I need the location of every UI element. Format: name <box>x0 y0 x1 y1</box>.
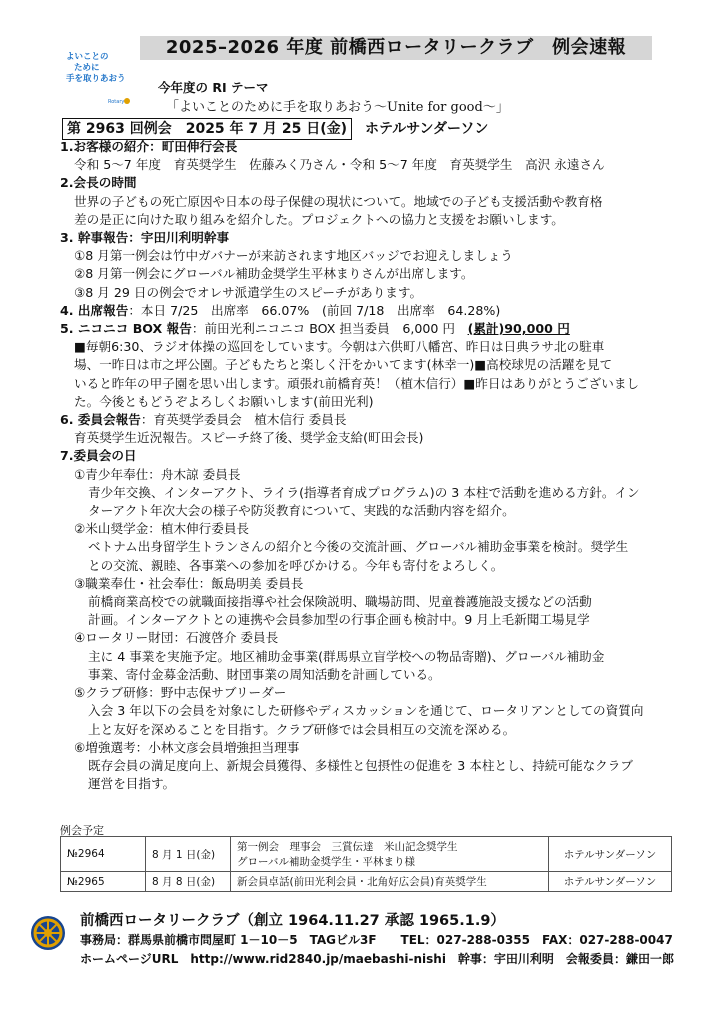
theme-logo-rotary-text: Rotary <box>108 99 125 105</box>
committee-day-item-line: ベトナム出身留学生トランさんの紹介と今後の交流計画、グローバル補助金事業を検討。奨学生 <box>88 539 629 555</box>
meeting-venue: ホテルサンダーソン <box>364 121 489 137</box>
committee-day-item-line: 事業、寄付金募金活動、財団事業の周知活動を計画している。 <box>88 666 441 682</box>
committee-day-item-line: 青少年交換、インターアクト、ライラ(指導者育成プログラム)の 3 本柱で活動を進める方針。イン <box>88 484 640 500</box>
section-committee-detail: 育英奨学生近況報告。スピーチ終了後、奨学金支給(町田会長) <box>74 430 424 446</box>
section-president-title: 2.会長の時間 <box>60 175 137 191</box>
committee-day-item-head: ④ロータリー財団：石渡啓介 委員長 <box>74 630 279 646</box>
section-president-text1: 世界の子どもの死亡原因や日本の母子保健の現状について。地域での子ども支援活動や教育格 <box>74 193 603 209</box>
theme-text: 「よいことのために手を取りあおう～Unite for good～」 <box>166 100 509 115</box>
section-attendance-title: 4. 出席報告 <box>60 302 129 318</box>
schedule-description <box>231 837 549 872</box>
schedule-table <box>60 836 672 892</box>
schedule-venue: ホテルサンダーソン <box>549 837 672 872</box>
secretary-item: ②8 月第一例会にグローバル補助金奨学生平林まりさんが出席します。 <box>74 266 474 282</box>
committee-day-item-head: ⑤クラブ研修：野中志保サブリーダー <box>74 685 287 701</box>
section-niko-text: ：前田光利ニコニコ BOX 担当委員 6,000 円 <box>191 321 468 337</box>
footer-club: 前橋西ロータリークラブ（創立 1964.11.27 承認 1965.1.9） <box>80 913 505 929</box>
committee-day-item-head: ③職業奉仕・社会奉仕：飯島明美 委員長 <box>74 575 304 591</box>
footer-homepage: ホームページURL http://www.rid2840.jp/maebashi-nishi 幹事：宇田川利明 会報委員：鎌田一郎 <box>80 952 674 966</box>
niko-line: いると昨年の甲子園を思い出します。頑張れ前橋育英！（植木信行）■昨日はありがとうございまし <box>74 375 640 391</box>
committee-day-item-line: 計画。インターアクトとの連携や会員参加型の行事企画も検討中。9 月上毛新聞工場見学 <box>88 612 590 628</box>
committee-day-item-head: ①青少年奉仕：舟木諒 委員長 <box>74 466 241 482</box>
section-committee-day-title: 7.委員会の日 <box>60 448 137 464</box>
niko-line: ■毎朝6:30、ラジオ体操の巡回をしています。今朝は六供町八幡宮、昨日は日典ラサ北の駐車 <box>74 339 605 355</box>
theme-logo-line3: 手を取りあおう <box>66 74 126 84</box>
schedule-number: №2964 <box>61 837 146 872</box>
theme-label: 今年度の RI テーマ <box>158 80 269 95</box>
section-committee-text: ：育英奨学委員会 植木信行 委員長 <box>140 412 347 428</box>
footer-office: 事務局：群馬県前橋市問屋町 1－10－5 TAGビル3F TEL：027-288-0355 FAX：027-288-0047 <box>80 933 673 947</box>
section-attendance <box>60 302 670 320</box>
footer <box>80 912 674 969</box>
theme-logo <box>64 52 136 118</box>
committee-day-item-line: 入会 3 年以下の会員を対象にした研修やディスカッションを通じて、ロータリアンとしての資質向 <box>88 703 644 719</box>
table-row <box>61 872 672 892</box>
meeting-info <box>62 118 488 138</box>
newsletter-title: 2025–2026 年度 前橋西ロータリークラブ 例会速報 <box>140 36 652 60</box>
schedule-desc-line: 第一例会 理事会 三賞伝達 米山記念奨学生 <box>237 841 458 853</box>
theme-logo-line2: ために <box>74 63 100 73</box>
schedule-date: 8 月 8 日(金) <box>146 872 231 892</box>
secretary-item: ①8 月第一例会は竹中ガバナーが来訪されます地区バッジでお迎えしましょう <box>74 248 513 264</box>
section-guest-title: 1.お客様の紹介：町田伸行会長 <box>60 139 238 154</box>
schedule-desc-line: 新会員卓話(前田光利会員・北角好広会員)育英奨学生 <box>237 876 487 888</box>
section-committee-title: 6. 委員会報告 <box>60 412 141 428</box>
committee-day-item-head: ②米山奨学金：植木伸行委員長 <box>74 521 250 537</box>
report-content <box>60 138 670 793</box>
section-attendance-text: ：本日 7/25 出席率 66.07% (前回 7/18 出席率 64.28%) <box>128 302 501 318</box>
section-secretary-title: 3. 幹事報告：宇田川利明幹事 <box>60 230 230 246</box>
committee-day-item-line: 既存会員の満足度向上、新規会員獲得、多様性と包摂性の促進を 3 本柱とし、持続可能なクラブ <box>88 757 633 773</box>
committee-day-item-line: ターアクト年次大会の様子や防災教育について、実践的な活動内容を紹介。 <box>88 503 515 519</box>
committee-day-item-line: 主に 4 事業を実施予定。地区補助金事業(群馬県立盲学校への物品寄贈)、グローバル補助金 <box>88 648 605 664</box>
section-niko <box>60 320 670 338</box>
section-committee <box>60 411 670 429</box>
section-niko-title: 5. ニコニコ BOX 報告 <box>60 321 192 337</box>
table-row <box>61 837 672 872</box>
schedule-venue: ホテルサンダーソン <box>549 872 672 892</box>
committee-day-item-line: 上と友好を深めることを目指す。クラブ研修では会員相互の交流を深める。 <box>88 721 516 737</box>
section-niko-total: (累計)90,000 円 <box>467 321 570 337</box>
secretary-item: ③8 月 29 日の例会でオレサ派遣学生のスピーチがあります。 <box>74 284 423 300</box>
schedule-number: №2965 <box>61 872 146 892</box>
schedule-date: 8 月 1 日(金) <box>146 837 231 872</box>
committee-day-item-line: 運営を目指す。 <box>88 776 176 792</box>
committee-day-item-line: 前橋商業高校での就職面接指導や社会保険説明、職場訪問、児童養護施設支援などの活動 <box>88 594 592 610</box>
section-president-text2: 差の是正に向けた取り組みを紹介した。プロジェクトへの協力と支援をお願いします。 <box>74 211 564 227</box>
rotary-wheel-icon <box>28 913 68 953</box>
committee-day-item-head: ⑥増強選考：小林文彦会員増強担当理事 <box>74 739 300 755</box>
schedule-description <box>231 872 549 892</box>
schedule-desc-line: グローバル補助金奨学生・平林まり様 <box>237 856 415 868</box>
section-guest-text: 令和 5～7 年度 育英奨学生 佐藤みく乃さん・令和 5～7 年度 育英奨学生 高沢 永遠さん <box>74 157 605 173</box>
meeting-number-date: 第 2963 回例会 2025 年 7 月 25 日(金) <box>62 118 352 140</box>
small-rotary-wheel-icon <box>124 98 130 104</box>
niko-line: た。今後ともどうぞよろしくお願いします(前田光利) <box>74 393 374 409</box>
schedule-label: 例会予定 <box>60 824 104 837</box>
committee-day-item-line: との交流、親睦、各事業への参加を呼びかける。今年も寄付をよろしく。 <box>88 557 504 573</box>
theme-logo-line1: よいことの <box>66 52 109 62</box>
niko-line: 場、一昨日は市之坪公園。子どもたちと楽しく汗をかいてます(林幸一)■高校球児の活躍を見て <box>74 357 613 373</box>
